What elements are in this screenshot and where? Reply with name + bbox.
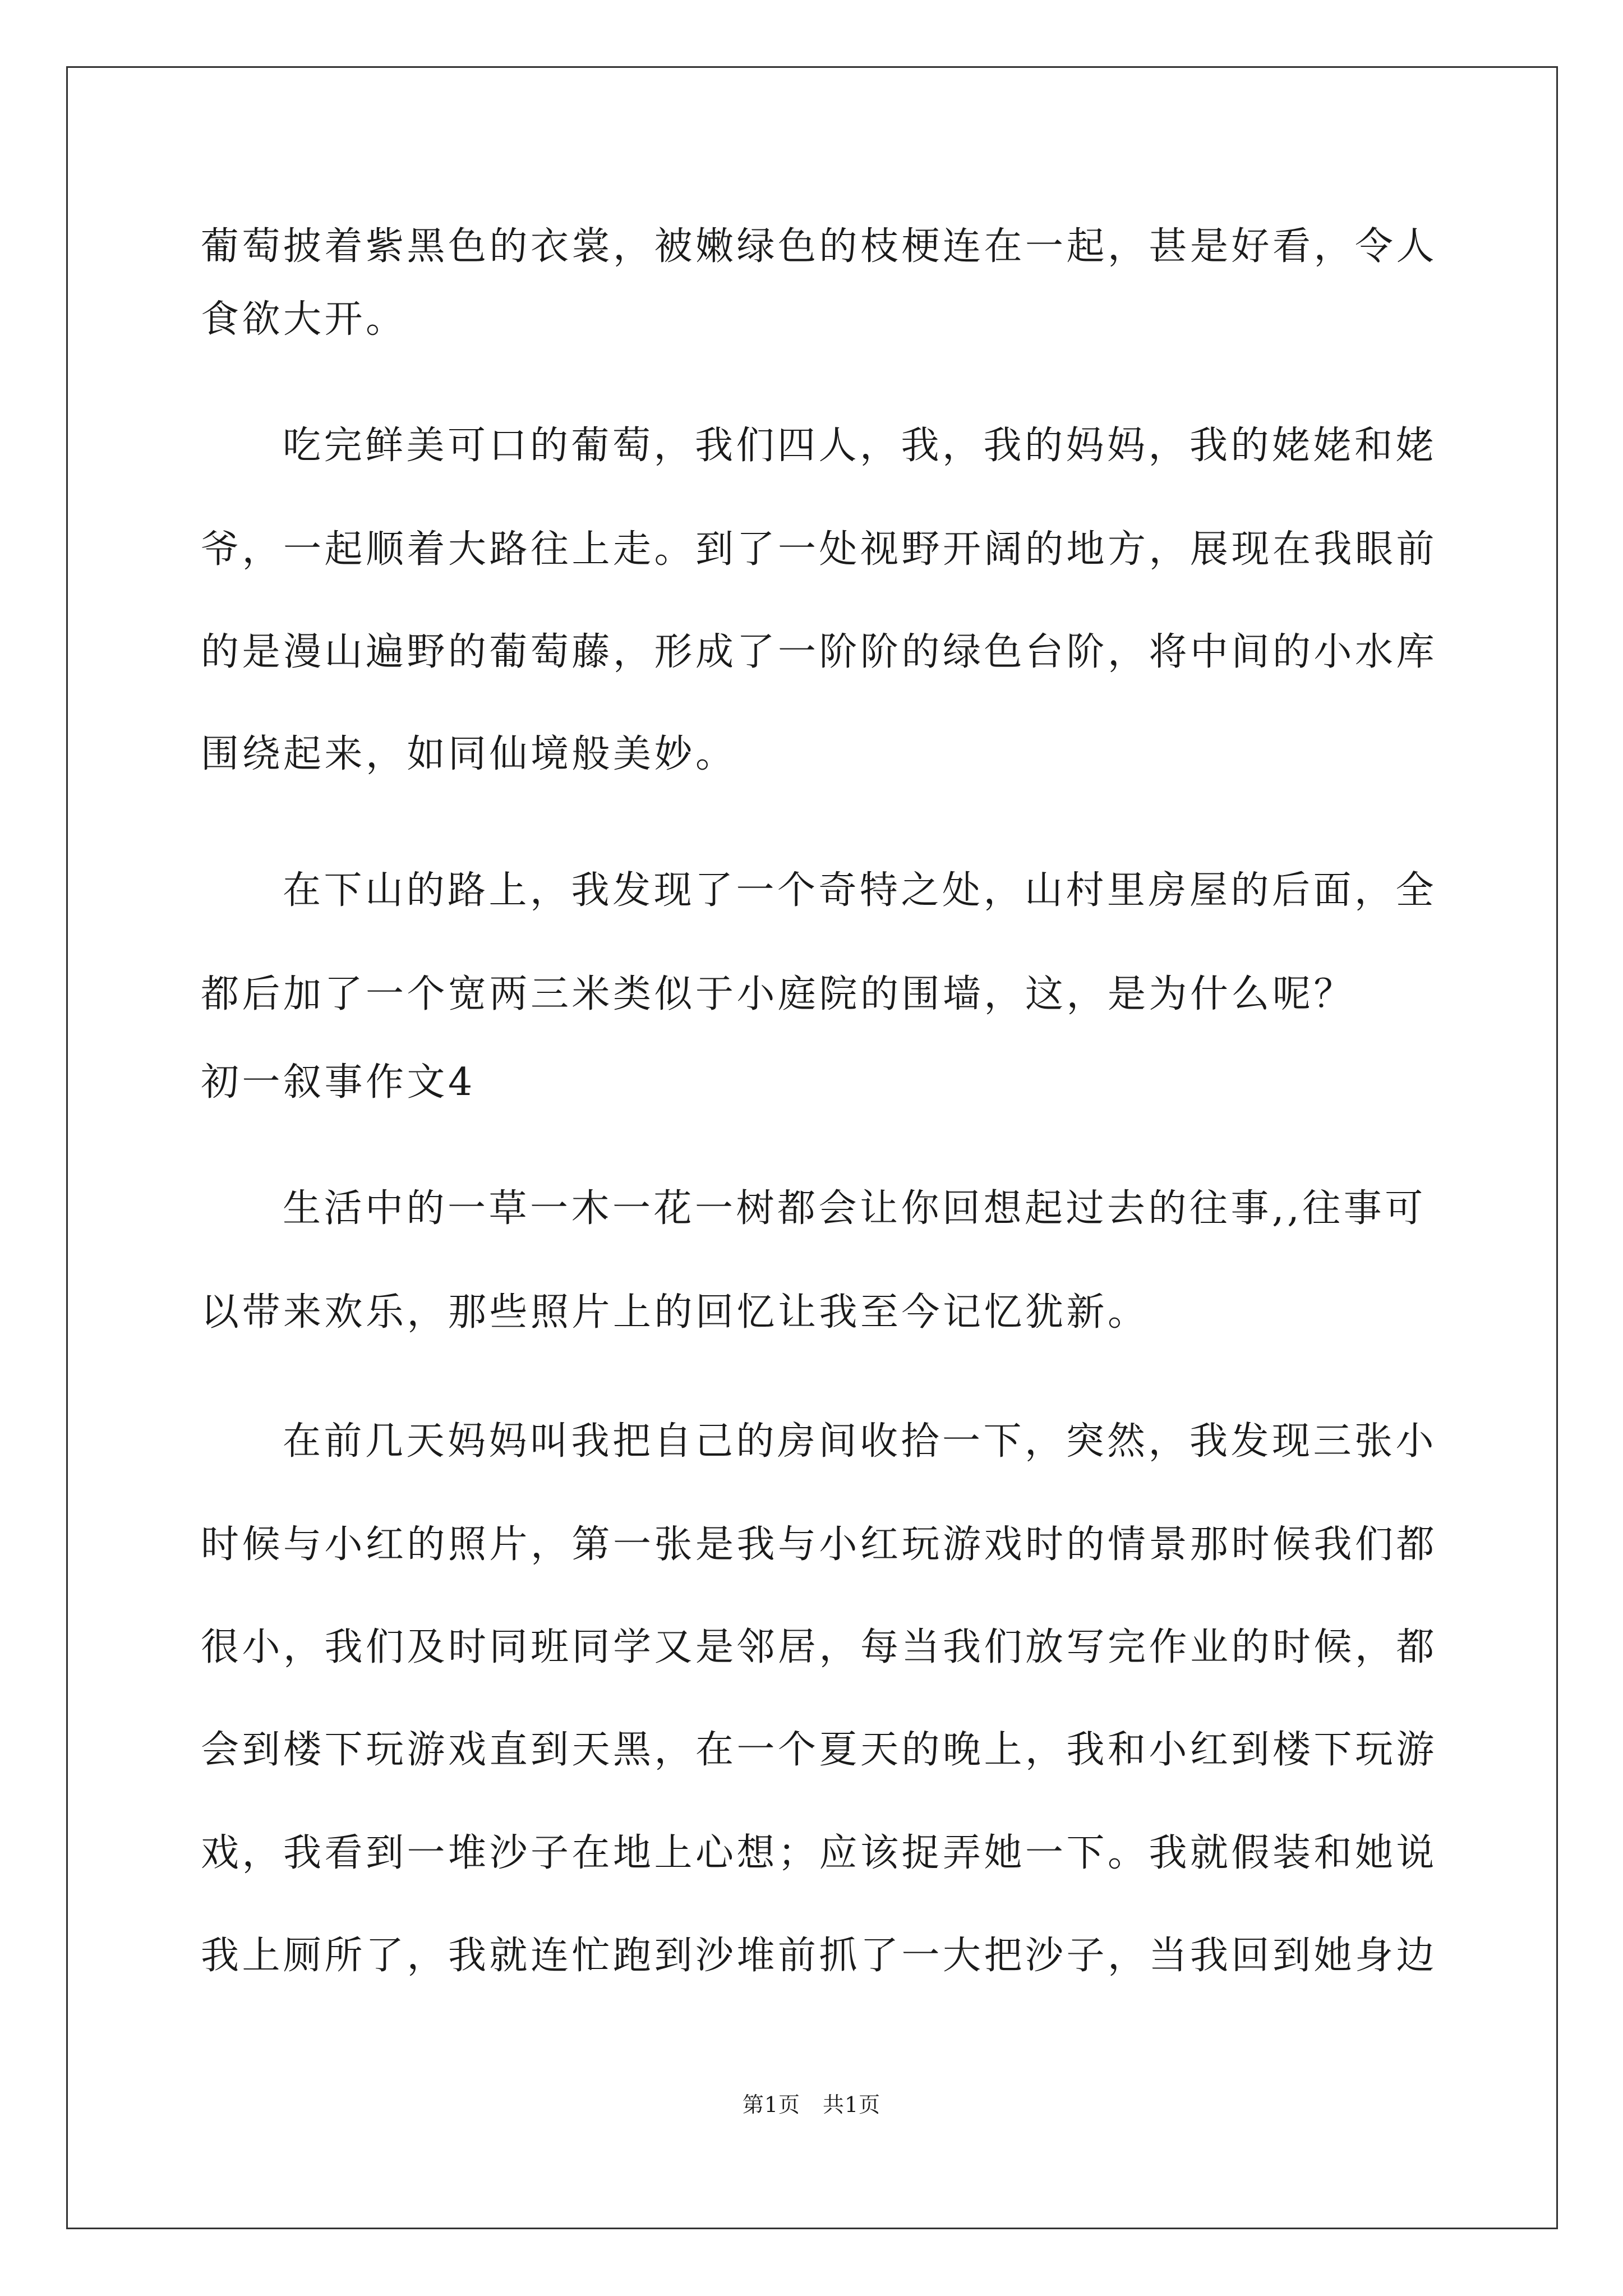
text-line: 食欲大开。: [201, 297, 407, 342]
page-border: [66, 66, 1558, 2229]
text-line: 我上厕所了，我就连忙跑到沙堆前抓了一大把沙子，当我回到她身边: [201, 1934, 1438, 1978]
text-line: 的是漫山遍野的葡萄藤，形成了一阶阶的绿色台阶，将中间的小水库: [201, 630, 1438, 674]
page-footer: [0, 2091, 1623, 2119]
text-line: 会到楼下玩游戏直到天黑，在一个夏天的晚上，我和小红到楼下玩游: [201, 1728, 1438, 1772]
section-heading: 初一叙事作文4: [201, 1060, 476, 1105]
text-line: 围绕起来，如同仙境般美妙。: [201, 732, 737, 776]
text-line: 在下山的路上，我发现了一个奇特之处，山村里房屋的后面，全: [283, 868, 1437, 913]
text-line: 爷，一起顺着大路往上走。到了一处视野开阔的地方，展现在我眼前: [201, 527, 1438, 572]
text-line: 在前几天妈妈叫我把自己的房间收拾一下，突然，我发现三张小: [283, 1419, 1437, 1464]
text-line: 时候与小红的照片，第一张是我与小红玩游戏时的情景那时候我们都: [201, 1522, 1438, 1567]
page-number: 第1页: [742, 2092, 800, 2117]
text-line: 吃完鲜美可口的葡萄，我们四人，我，我的妈妈，我的姥姥和姥: [283, 424, 1437, 468]
text-line: 生活中的一草一木一花一树都会让你回想起过去的往事,,往事可: [283, 1186, 1426, 1231]
text-line: 戏，我看到一堆沙子在地上心想；应该捉弄她一下。我就假装和她说: [201, 1831, 1438, 1875]
text-line: 以带来欢乐，那些照片上的回忆让我至今记忆犹新。: [201, 1290, 1149, 1335]
text-line: 葡萄披着紫黑色的衣裳，被嫩绿色的枝梗连在一起，甚是好看，令人: [201, 224, 1438, 269]
page-total: 共1页: [823, 2092, 881, 2117]
text-line: 都后加了一个宽两三米类似于小庭院的围墙，这，是为什么呢？: [201, 972, 1355, 1016]
text-line: 很小，我们及时同班同学又是邻居，每当我们放写完作业的时候，都: [201, 1625, 1438, 1669]
